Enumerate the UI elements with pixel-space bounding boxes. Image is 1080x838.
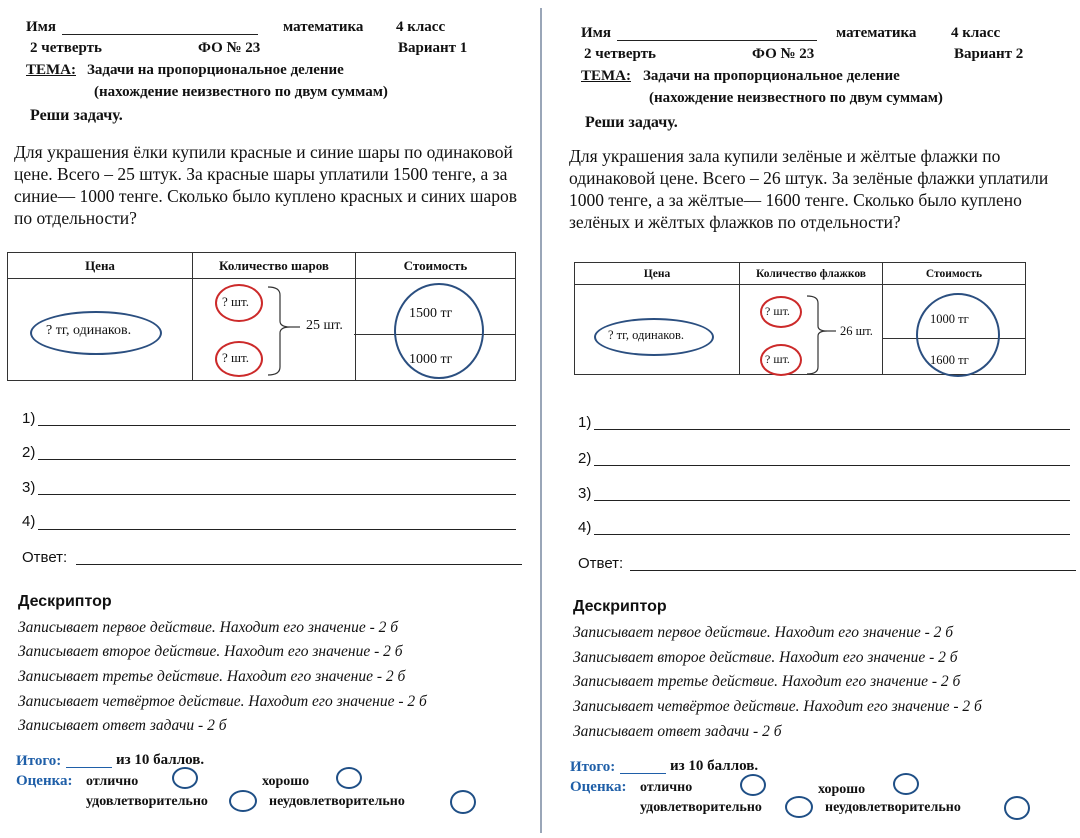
- price-unknown: ? тг, одинаков.: [608, 328, 684, 342]
- grade-excellent: отлично: [86, 774, 139, 789]
- topic-label: ТЕМА:: [26, 62, 76, 78]
- descriptor-title: Дескриптор: [18, 593, 112, 610]
- grade-satisfactory: удовлетворительно: [640, 800, 762, 815]
- total-label: Итого:: [570, 759, 616, 775]
- variant: Вариант 1: [398, 40, 468, 56]
- quarter: 2 четверть: [584, 46, 656, 62]
- variant: Вариант 2: [954, 46, 1024, 62]
- topic: Задачи на пропорциональное деление: [87, 62, 344, 78]
- step-1-label: 1): [22, 410, 36, 427]
- task-text: Для украшения ёлки купили красные и синие шары по одинаковой цене. Всего – 25 штук. За красные шары уплатили 1500 тенге, а за синие— 1000 тенге. Сколько было куплено красных и синих шаров по отдельности?: [14, 142, 518, 228]
- qty-blue-unknown: ? шт.: [222, 350, 249, 365]
- grade-unsatisfactory: неудовлетворительно: [269, 794, 405, 809]
- name-input-line[interactable]: [617, 40, 817, 41]
- qty-total: 25 шт.: [306, 318, 343, 333]
- fo-number: ФО № 23: [198, 40, 261, 56]
- col-header-price: Цена: [8, 253, 193, 279]
- answer-label: Ответ:: [22, 549, 68, 566]
- step-2-label: 2): [578, 450, 592, 467]
- instruction: Реши задачу.: [585, 114, 678, 131]
- step-1-line[interactable]: [38, 425, 516, 426]
- qty-green-unknown: ? шт.: [765, 304, 790, 318]
- worksheet-variant-2: [542, 0, 1080, 838]
- descriptor-1: Записывает первое действие. Находит его значение - 2 б: [573, 624, 954, 641]
- subject: математика: [283, 19, 364, 35]
- descriptor-5: Записывает ответ задачи - 2 б: [573, 723, 782, 740]
- grade-level: 4 класс: [951, 25, 1001, 41]
- name-label: Имя: [581, 25, 611, 41]
- step-4-line[interactable]: [38, 529, 516, 530]
- grade-unsatisfactory-circle[interactable]: [450, 790, 476, 814]
- grade-unsatisfactory: неудовлетворительно: [825, 800, 961, 815]
- topic-subtitle: (нахождение неизвестного по двум суммам): [94, 84, 388, 100]
- cost-blue: 1000 тг: [409, 352, 453, 367]
- qty-yellow-unknown: ? шт.: [765, 352, 790, 366]
- descriptor-title: Дескриптор: [573, 598, 667, 615]
- grade-good-circle[interactable]: [893, 773, 919, 795]
- grade-label: Оценка:: [16, 773, 73, 789]
- name-label: Имя: [26, 19, 56, 35]
- descriptor-4: Записывает четвёртое действие. Находит его значение - 2 б: [18, 693, 427, 710]
- grade-excellent-circle[interactable]: [172, 767, 198, 789]
- name-input-line[interactable]: [62, 34, 258, 35]
- step-3-label: 3): [578, 485, 592, 502]
- instruction: Реши задачу.: [30, 107, 123, 124]
- cost-yellow: 1600 тг: [930, 353, 969, 367]
- col-header-quantity: Количество флажков: [740, 263, 883, 285]
- col-header-cost: Стоимость: [883, 263, 1026, 285]
- step-1-line[interactable]: [594, 429, 1070, 430]
- grade-good: хорошо: [818, 782, 866, 797]
- descriptor-4: Записывает четвёртое действие. Находит его значение - 2 б: [573, 698, 982, 715]
- total-input-line[interactable]: [620, 773, 666, 774]
- step-2-label: 2): [22, 444, 36, 461]
- cost-green: 1000 тг: [930, 312, 969, 326]
- answer-line[interactable]: [76, 564, 522, 565]
- step-4-label: 4): [22, 513, 36, 530]
- grade-label: Оценка:: [570, 779, 627, 795]
- step-2-line[interactable]: [38, 459, 516, 460]
- step-3-label: 3): [22, 479, 36, 496]
- step-3-line[interactable]: [594, 500, 1070, 501]
- step-4-label: 4): [578, 519, 592, 536]
- answer-label: Ответ:: [578, 555, 624, 572]
- total-label: Итого:: [16, 753, 62, 769]
- total-input-line[interactable]: [66, 767, 112, 768]
- grade-good: хорошо: [262, 774, 310, 789]
- grade-excellent: отлично: [640, 780, 693, 795]
- grade-unsatisfactory-circle[interactable]: [1004, 796, 1030, 820]
- descriptor-1: Записывает первое действие. Находит его значение - 2 б: [18, 619, 399, 636]
- step-1-label: 1): [578, 414, 592, 431]
- subject: математика: [836, 25, 917, 41]
- col-header-price: Цена: [575, 263, 740, 285]
- price-unknown: ? тг, одинаков.: [46, 323, 132, 338]
- answer-line[interactable]: [630, 570, 1076, 571]
- qty-red-unknown: ? шт.: [222, 294, 249, 309]
- step-4-line[interactable]: [594, 534, 1070, 535]
- grade-satisfactory: удовлетворительно: [86, 794, 208, 809]
- grade-satisfactory-circle[interactable]: [785, 796, 813, 818]
- grade-level: 4 класс: [396, 19, 446, 35]
- col-header-cost: Стоимость: [356, 253, 516, 279]
- col-header-quantity: Количество шаров: [193, 253, 356, 279]
- qty-total: 26 шт.: [840, 324, 873, 338]
- grade-good-circle[interactable]: [336, 767, 362, 789]
- grade-satisfactory-circle[interactable]: [229, 790, 257, 812]
- topic-subtitle: (нахождение неизвестного по двум суммам): [649, 90, 943, 106]
- total-suffix: из 10 баллов.: [670, 758, 759, 774]
- step-3-line[interactable]: [38, 494, 516, 495]
- descriptor-2: Записывает второе действие. Находит его значение - 2 б: [573, 649, 958, 666]
- descriptor-3: Записывает третье действие. Находит его значение - 2 б: [18, 668, 406, 685]
- descriptor-3: Записывает третье действие. Находит его значение - 2 б: [573, 673, 961, 690]
- fo-number: ФО № 23: [752, 46, 815, 62]
- cost-red: 1500 тг: [409, 306, 453, 321]
- descriptor-5: Записывает ответ задачи - 2 б: [18, 717, 227, 734]
- quarter: 2 четверть: [30, 40, 102, 56]
- step-2-line[interactable]: [594, 465, 1070, 466]
- task-text: Для украшения зала купили зелёные и жёлтые флажки по одинаковой цене. Всего – 26 штук. За зелёные флажки уплатили 1000 тенге, а за жёлтые— 1600 тенге. Сколько было куплено зелёных и жёлтых флажков по отдельности?: [569, 146, 1049, 232]
- total-suffix: из 10 баллов.: [116, 752, 205, 768]
- topic-label: ТЕМА:: [581, 68, 631, 84]
- topic: Задачи на пропорциональное деление: [643, 68, 900, 84]
- descriptor-2: Записывает второе действие. Находит его значение - 2 б: [18, 643, 403, 660]
- grade-excellent-circle[interactable]: [740, 774, 766, 796]
